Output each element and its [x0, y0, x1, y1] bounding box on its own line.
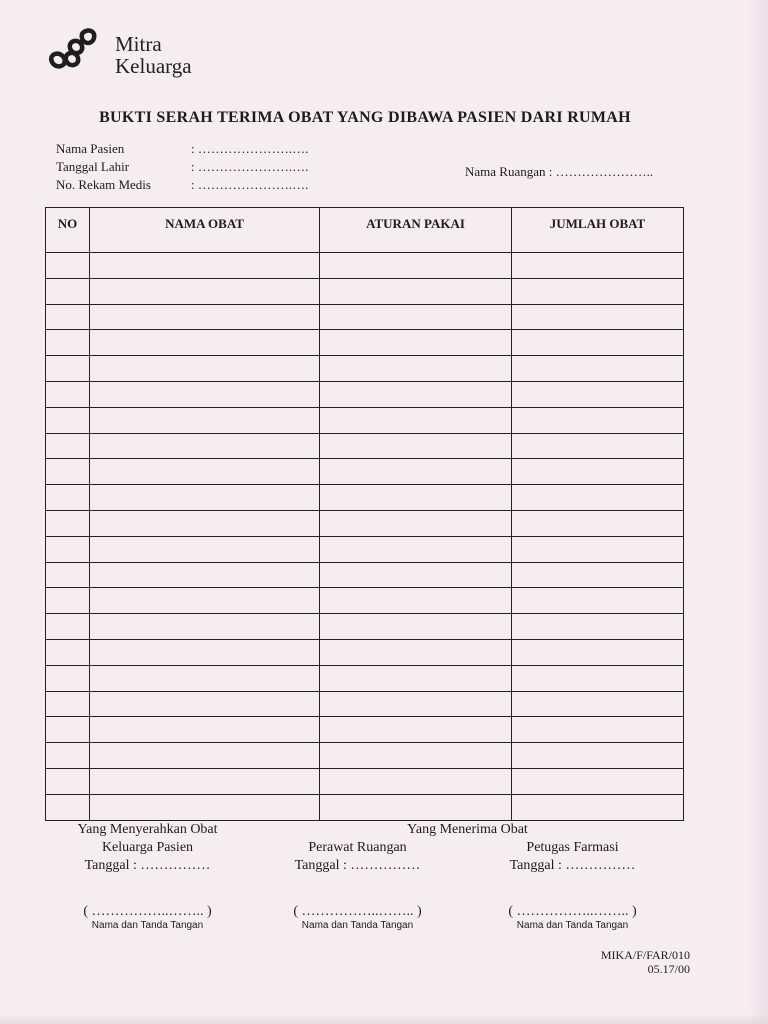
cell-no[interactable] [46, 459, 90, 485]
medical-record-label: No. Rekam Medis [56, 177, 151, 192]
cell-drug-name[interactable] [90, 330, 320, 356]
date-field-pharmacy[interactable]: Tanggal : …………… [509, 858, 636, 873]
cell-usage-rules[interactable] [320, 330, 512, 356]
medical-record-field[interactable]: : ………………….…. [191, 177, 309, 192]
signature-caption-pharmacy: Nama dan Tanda Tangan [516, 920, 629, 931]
cell-drug-name[interactable] [90, 459, 320, 485]
column-header-usage-rules: ATURAN PAKAI [320, 208, 512, 253]
cell-usage-rules[interactable] [320, 768, 512, 794]
cell-quantity[interactable] [512, 253, 684, 279]
cell-usage-rules[interactable] [320, 639, 512, 665]
cell-no[interactable] [46, 433, 90, 459]
table-row [46, 485, 684, 511]
signature-blank-nurse[interactable]: ( ……………..…….. ) [293, 904, 422, 919]
cell-drug-name[interactable] [90, 278, 320, 304]
cell-drug-name[interactable] [90, 510, 320, 536]
patient-name-field[interactable]: : ………………….…. [191, 141, 309, 156]
date-field-family[interactable]: Tanggal : …………… [84, 858, 211, 873]
table-row [46, 253, 684, 279]
cell-usage-rules[interactable] [320, 588, 512, 614]
cell-drug-name[interactable] [90, 691, 320, 717]
table-row [46, 407, 684, 433]
table-row [46, 433, 684, 459]
cell-no[interactable] [46, 407, 90, 433]
cell-usage-rules[interactable] [320, 794, 512, 820]
birth-date-field[interactable]: : ………………….…. [191, 159, 309, 174]
signature-caption-family: Nama dan Tanda Tangan [91, 920, 204, 931]
cell-quantity[interactable] [512, 278, 684, 304]
cell-quantity[interactable] [512, 588, 684, 614]
cell-quantity[interactable] [512, 794, 684, 820]
cell-usage-rules[interactable] [320, 562, 512, 588]
cell-quantity[interactable] [512, 330, 684, 356]
column-header-quantity: JUMLAH OBAT [512, 208, 684, 253]
cell-usage-rules[interactable] [320, 459, 512, 485]
cell-drug-name[interactable] [90, 304, 320, 330]
table-row [46, 639, 684, 665]
cell-no[interactable] [46, 562, 90, 588]
column-header-drug-name: NAMA OBAT [90, 208, 320, 253]
cell-usage-rules[interactable] [320, 278, 512, 304]
cell-usage-rules[interactable] [320, 407, 512, 433]
cell-quantity[interactable] [512, 433, 684, 459]
cell-drug-name[interactable] [90, 768, 320, 794]
cell-usage-rules[interactable] [320, 717, 512, 743]
cell-quantity[interactable] [512, 536, 684, 562]
room-value[interactable]: ………………….. [555, 164, 654, 179]
form-title: BUKTI SERAH TERIMA OBAT YANG DIBAWA PASIEN DARI RUMAH [99, 109, 631, 126]
birth-date-label: Tanggal Lahir [56, 159, 130, 174]
document-version: 05.17/00 [647, 962, 690, 976]
cell-usage-rules[interactable] [320, 485, 512, 511]
cell-quantity[interactable] [512, 407, 684, 433]
cell-quantity[interactable] [512, 459, 684, 485]
table-row [46, 536, 684, 562]
cell-usage-rules[interactable] [320, 381, 512, 407]
cell-usage-rules[interactable] [320, 665, 512, 691]
document-code: MIKA/F/FAR/010 [600, 948, 690, 962]
signature-caption-nurse: Nama dan Tanda Tangan [301, 920, 414, 931]
cell-drug-name[interactable] [90, 614, 320, 640]
cell-usage-rules[interactable] [320, 536, 512, 562]
cell-quantity[interactable] [512, 743, 684, 769]
cell-no[interactable] [46, 253, 90, 279]
cell-drug-name[interactable] [90, 588, 320, 614]
patient-name-label: Nama Pasien [56, 141, 125, 156]
cell-usage-rules[interactable] [320, 743, 512, 769]
cell-no[interactable] [46, 639, 90, 665]
table-body [46, 253, 684, 821]
cell-no[interactable] [46, 717, 90, 743]
cell-quantity[interactable] [512, 485, 684, 511]
cell-quantity[interactable] [512, 717, 684, 743]
cell-no[interactable] [46, 304, 90, 330]
cell-drug-name[interactable] [90, 407, 320, 433]
page-edge-shadow [748, 0, 768, 1024]
table-row [46, 381, 684, 407]
cell-usage-rules[interactable] [320, 614, 512, 640]
cell-drug-name[interactable] [90, 743, 320, 769]
cell-drug-name[interactable] [90, 381, 320, 407]
cell-quantity[interactable] [512, 510, 684, 536]
table-row [46, 691, 684, 717]
table-row [46, 562, 684, 588]
cell-quantity[interactable] [512, 304, 684, 330]
mitra-keluarga-logo-icon [46, 24, 102, 74]
cell-no[interactable] [46, 665, 90, 691]
brand-line-1: Mitra [115, 32, 162, 56]
table-row [46, 743, 684, 769]
signer-role-pharmacy: Petugas Farmasi [526, 840, 619, 855]
cell-usage-rules[interactable] [320, 304, 512, 330]
cell-usage-rules[interactable] [320, 356, 512, 382]
cell-quantity[interactable] [512, 356, 684, 382]
signer-role-family: Keluarga Pasien [101, 840, 194, 855]
page-bottom-shade [0, 1014, 768, 1024]
table-row [46, 768, 684, 794]
cell-drug-name[interactable] [90, 536, 320, 562]
cell-no[interactable] [46, 381, 90, 407]
brand-name [115, 33, 192, 77]
brand-line-2: Keluarga [115, 54, 192, 78]
signature-blank-pharmacy[interactable]: ( ……………..…….. ) [508, 904, 637, 919]
table-row [46, 459, 684, 485]
medication-table [45, 207, 684, 821]
table-row [46, 356, 684, 382]
cell-drug-name[interactable] [90, 665, 320, 691]
cell-drug-name[interactable] [90, 639, 320, 665]
table-row [46, 304, 684, 330]
cell-no[interactable] [46, 356, 90, 382]
cell-drug-name[interactable] [90, 794, 320, 820]
cell-no[interactable] [46, 691, 90, 717]
cell-usage-rules[interactable] [320, 253, 512, 279]
room-field [465, 164, 653, 180]
cell-no[interactable] [46, 330, 90, 356]
cell-usage-rules[interactable] [320, 691, 512, 717]
cell-no[interactable] [46, 536, 90, 562]
table-row [46, 278, 684, 304]
cell-quantity[interactable] [512, 562, 684, 588]
cell-no[interactable] [46, 614, 90, 640]
cell-drug-name[interactable] [90, 562, 320, 588]
cell-no[interactable] [46, 794, 90, 820]
column-header-no: NO [46, 208, 90, 253]
table-row [46, 588, 684, 614]
handover-heading: Yang Menyerahkan Obat [77, 822, 218, 837]
room-label: Nama Ruangan : [465, 164, 553, 179]
cell-drug-name[interactable] [90, 485, 320, 511]
cell-no[interactable] [46, 510, 90, 536]
cell-no[interactable] [46, 588, 90, 614]
cell-quantity[interactable] [512, 381, 684, 407]
cell-no[interactable] [46, 278, 90, 304]
cell-quantity[interactable] [512, 768, 684, 794]
signature-blank-family[interactable]: ( ……………..…….. ) [83, 904, 212, 919]
cell-drug-name[interactable] [90, 433, 320, 459]
table-row [46, 717, 684, 743]
cell-no[interactable] [46, 768, 90, 794]
table-row [46, 794, 684, 820]
cell-no[interactable] [46, 485, 90, 511]
cell-quantity[interactable] [512, 639, 684, 665]
table-row [46, 330, 684, 356]
cell-drug-name[interactable] [90, 253, 320, 279]
cell-drug-name[interactable] [90, 356, 320, 382]
cell-drug-name[interactable] [90, 717, 320, 743]
cell-quantity[interactable] [512, 691, 684, 717]
signer-role-nurse: Perawat Ruangan [308, 840, 407, 855]
cell-usage-rules[interactable] [320, 433, 512, 459]
receiver-heading: Yang Menerima Obat [407, 822, 528, 837]
cell-no[interactable] [46, 743, 90, 769]
table-row [46, 614, 684, 640]
cell-quantity[interactable] [512, 665, 684, 691]
cell-usage-rules[interactable] [320, 510, 512, 536]
date-field-nurse[interactable]: Tanggal : …………… [294, 858, 421, 873]
table-header-row [46, 208, 684, 253]
table-row [46, 665, 684, 691]
table-row [46, 510, 684, 536]
cell-quantity[interactable] [512, 614, 684, 640]
